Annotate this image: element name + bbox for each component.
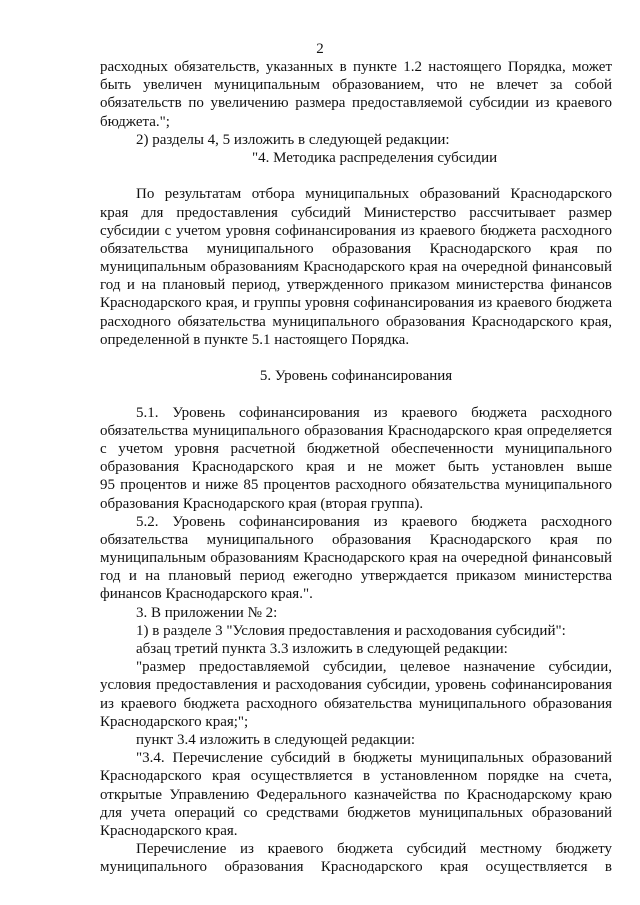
text-line: 1) в разделе 3 "Условия предоставления и расходования субсидий":: [136, 622, 566, 639]
text-line: абзац третий пункта 3.3 изложить в следующей редакции:: [136, 641, 508, 657]
text-line: субсидии с учетом уровня софинансирования из краевого бюджета расходного: [100, 222, 612, 239]
text-line: 2) разделы 4, 5 изложить в следующей редакции:: [136, 131, 450, 148]
text-line: муниципальным образованиям Краснодарского края на очередной финансовый: [100, 259, 612, 276]
text-line: 5.1. Уровень софинансирования из краевого бюджета расходного: [136, 404, 612, 421]
text-line: условия предоставления и расходования субсидии, уровень софинансирования: [100, 677, 612, 694]
text-line: с учетом уровня расчетной бюджетной обеспеченности муниципального: [100, 440, 612, 457]
page-number: 2: [316, 41, 324, 57]
text-line: Краснодарского края, и группы уровня софинансирования из краевого бюджета: [100, 295, 612, 312]
text-line: для учета операций со средствами бюджетов муниципальных образований: [100, 804, 612, 821]
text-line: образования Краснодарского края (вторая группа).: [100, 495, 424, 512]
text-line: год и на плановый период, утвержденного приказом министерства финансов: [100, 277, 612, 294]
blank-line: [100, 385, 612, 403]
text-line: 95 процентов и ниже 85 процентов расходного обязательства муниципального: [100, 477, 612, 494]
text-line: По результатам отбора муниципальных образований Краснодарского: [136, 186, 612, 203]
text-line: муниципальным образованиям Краснодарского края на очередной финансовый: [100, 550, 612, 567]
text-line: определенной в пункте 5.1 настоящего Порядка.: [100, 331, 410, 348]
text-line: 5.2. Уровень софинансирования из краевого бюджета расходного: [136, 513, 612, 530]
text-line: Перечисление из краевого бюджета субсидий местному бюджету: [136, 841, 612, 858]
text-line: обязательства муниципального образования Краснодарского края определяется: [100, 422, 612, 439]
text-line: расходного обязательства муниципального образования Краснодарского края,: [100, 313, 612, 330]
text-line: обязательства муниципального образования Краснодарского края по: [100, 531, 612, 548]
text-line: 3. В приложении № 2:: [136, 604, 278, 621]
text-line: образования Краснодарского края и не может быть установлен выше: [100, 459, 612, 476]
text-line: бюджета.";: [100, 113, 170, 130]
text-line: обязательств по увеличению размера предоставляемой субсидии из краевого: [100, 95, 612, 112]
text-line: "3.4. Перечисление субсидий в бюджеты муниципальных образований: [136, 750, 612, 767]
text-line: быть увеличен муниципальным образованием, что не влечет за собой: [100, 77, 612, 94]
text-line: муниципального образования Краснодарского края осуществляется в: [100, 859, 612, 876]
text-line: пункт 3.4 изложить в следующей редакции:: [136, 731, 416, 748]
section-heading: 5. Уровень софинансирования: [259, 368, 453, 385]
section-heading: "4. Методика распределения субсидии: [252, 149, 498, 166]
text-line: открытые Управлению Федерального казначейства по Краснодарскому краю: [100, 786, 612, 803]
text-line: края для предоставления субсидий Министерство рассчитывает размер: [100, 204, 612, 221]
text-line: расходных обязательств, указанных в пункте 1.2 настоящего Порядка, может: [100, 59, 612, 75]
blank-line: [100, 167, 612, 185]
document-body: [100, 58, 612, 876]
blank-line: [100, 349, 612, 367]
text-line: обязательства муниципального образования Краснодарского края по: [100, 240, 612, 257]
text-line: год и на плановый период ежегодно утверждается приказом министерства: [100, 568, 612, 585]
text-line: из краевого бюджета расходного обязательства муниципального образования: [100, 695, 612, 712]
text-line: финансов Краснодарского края.".: [100, 586, 313, 603]
text-line: Краснодарского края осуществляется в установленном порядке на счета,: [100, 768, 612, 785]
text-line: Краснодарского края.: [100, 822, 238, 839]
text-line: "размер предоставляемой субсидии, целевое назначение субсидии,: [136, 659, 612, 676]
text-line: Краснодарского края;";: [100, 713, 249, 730]
